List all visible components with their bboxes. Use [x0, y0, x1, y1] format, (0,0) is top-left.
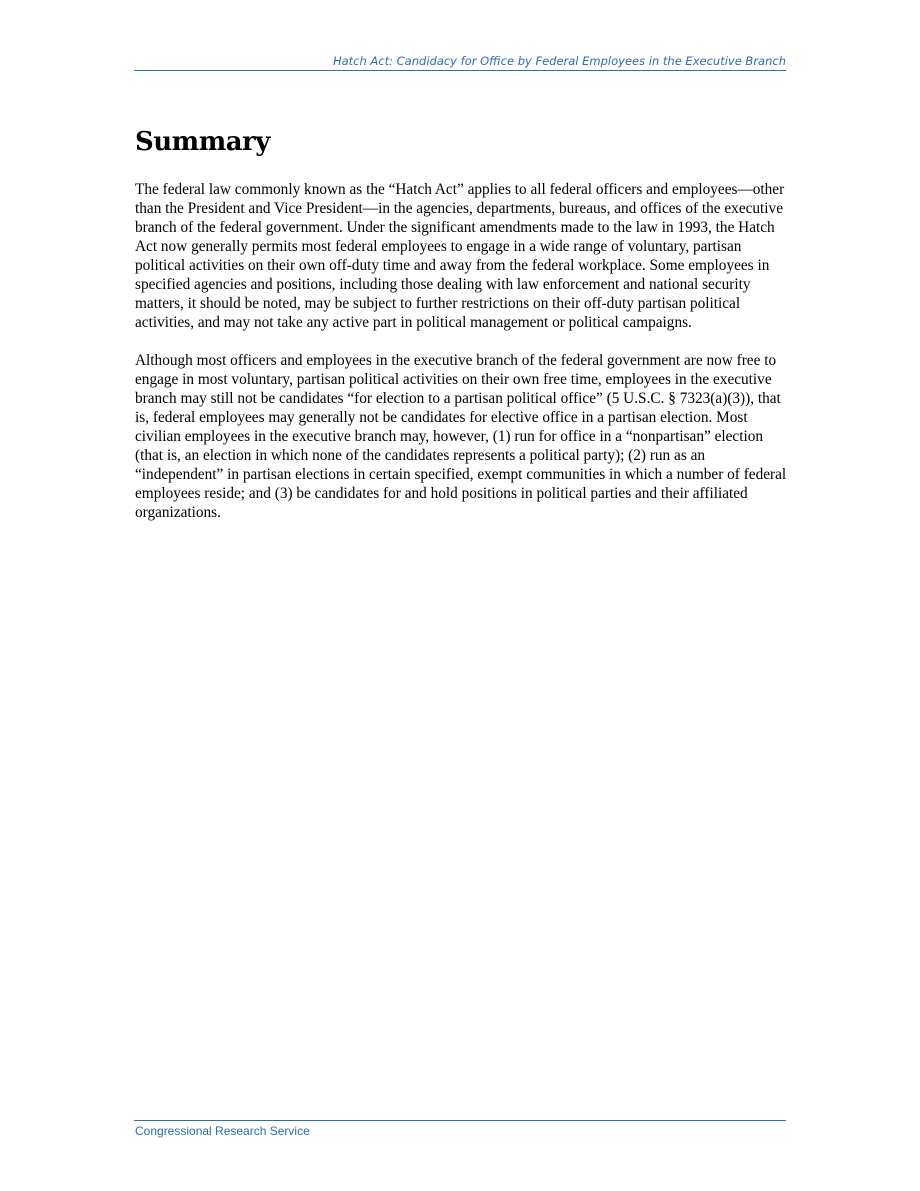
- footer-organization: Congressional Research Service: [135, 1124, 310, 1138]
- running-header: [134, 54, 786, 71]
- summary-paragraph-2: Although most officers and employees in the executive branch of the federal government are now free to engage in most voluntary, partisan political activities on their own free time, employees in the executive branch may still not be candidates “for election to a partisan political office” (5 U.S.C. § 7323(a)(3)), that is, federal employees may generally not be candidates for elective office in a partisan election. Most civilian employees in the executive branch may, however, (1) run for office in a “nonpartisan” election (that is, an election in which none of the candidates represents a political party); (2) run as an “independent” in partisan elections in certain specified, exempt communities in which a number of federal employees reside; and (3) be candidates for and hold positions in political parties and their affiliated organizations.: [135, 352, 787, 521]
- page-title: Summary: [135, 127, 270, 157]
- summary-paragraph-1: The federal law commonly known as the “Hatch Act” applies to all federal officers and employees—other than the President and Vice President—in the agencies, departments, bureaus, and offices of the executive branch of the federal government. Under the significant amendments made to the law in 1993, the Hatch Act now generally permits most federal employees to engage in a wide range of voluntary, partisan political activities on their own off-duty time and away from the federal workplace. Some employees in specified agencies and positions, including those dealing with law enforcement and national security matters, it should be noted, may be subject to further restrictions on their off-duty partisan political activities, and may not take any active part in political management or political campaigns.: [135, 181, 785, 331]
- running-header-title: Hatch Act: Candidacy for Office by Federal Employees in the Executive Branch: [332, 54, 786, 68]
- page-body: [135, 124, 787, 522]
- running-footer: [134, 1120, 786, 1138]
